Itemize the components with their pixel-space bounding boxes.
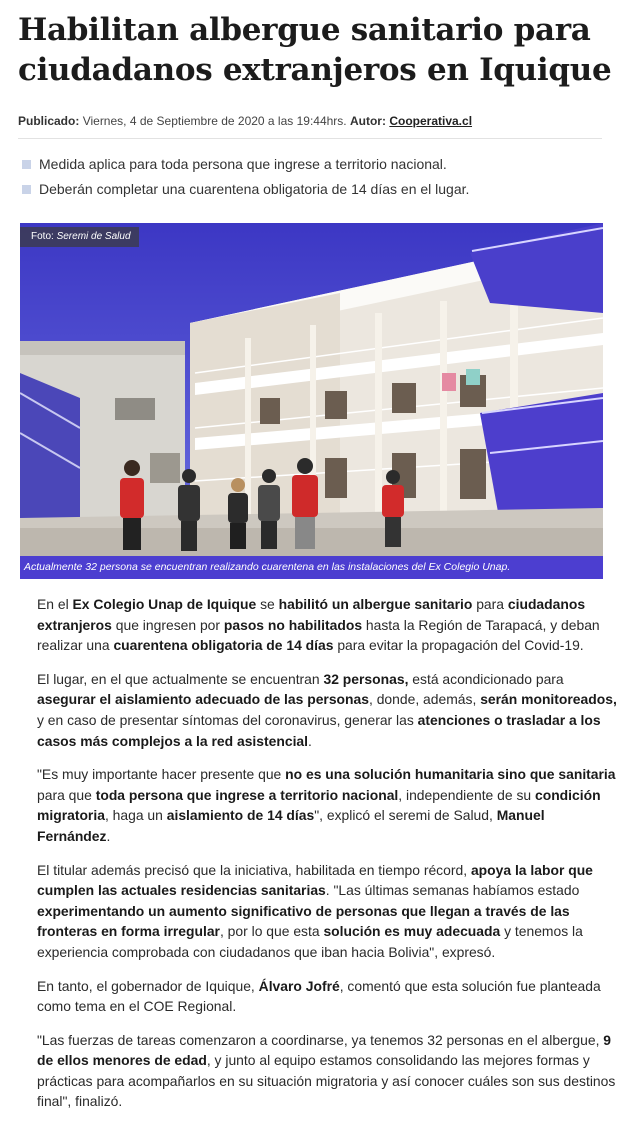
text-run: , independiente de su <box>398 786 535 803</box>
published-date: Viernes, 4 de Septiembre de 2020 a las 19:44hrs. <box>82 114 347 128</box>
bold-text: Álvaro Jofré <box>258 977 340 994</box>
author-link[interactable]: Cooperativa.cl <box>389 114 473 128</box>
article-title-line-1: Habilitan albergue sanitario para <box>18 12 591 48</box>
text-run: para <box>472 596 508 612</box>
bold-text: habilitó un albergue sanitario <box>278 596 473 612</box>
article-title <box>18 10 618 90</box>
highlight-item <box>22 177 469 202</box>
photo-credit-source: Seremi de Salud <box>56 231 131 242</box>
body-paragraph <box>37 669 619 751</box>
text-run: que ingresen por <box>111 616 224 633</box>
bold-text: 9 de ellos menores de edad <box>37 1031 612 1069</box>
photo-credit <box>20 227 139 247</box>
text-run: y tenemos la experiencia comprobada con ciudadanos que iban hacia Bolivia", expresó. <box>37 923 583 960</box>
author-label: Autor: <box>349 114 386 128</box>
bold-text: pasos no habilitados <box>223 616 363 633</box>
highlights-list <box>22 152 469 202</box>
text-run: "Es muy importante hacer presente que <box>37 766 286 783</box>
article-photo <box>20 223 603 579</box>
bold-text: Manuel Fernández <box>37 807 545 844</box>
body-paragraph <box>37 594 619 656</box>
square-bullet-icon <box>22 185 31 194</box>
highlight-item <box>22 152 469 177</box>
text-run: El titular además precisó que la iniciativa, habilitada en tiempo récord, <box>37 861 471 878</box>
text-run: para evitar la propagación del Covid-19. <box>333 637 584 654</box>
highlight-text: Deberán completar una cuarentena obligatoria de 14 días en el lugar. <box>39 181 470 197</box>
text-run: , por lo que esta <box>219 923 324 940</box>
bold-text: cuarentena obligatoria de 14 días <box>113 637 334 654</box>
body-paragraph <box>37 764 619 846</box>
square-bullet-icon <box>22 160 31 169</box>
bold-text: ciudadanos extranjeros <box>37 596 586 633</box>
text-run: , comentó que esta solución fue planteada como tema en el COE Regional. <box>37 977 601 1015</box>
article-meta <box>18 114 472 128</box>
bold-text: 32 personas, <box>323 670 409 687</box>
meta-divider <box>18 138 602 139</box>
article-body <box>37 594 619 1125</box>
body-paragraph <box>37 1030 619 1112</box>
text-run: En el <box>37 596 73 612</box>
bold-text: solución es muy adecuada <box>323 923 501 940</box>
bold-text: serán monitoreados, <box>480 691 617 708</box>
body-paragraph <box>37 976 619 1017</box>
text-run: y en caso de presentar síntomas del coronavirus, generar las <box>37 711 418 728</box>
text-run: hasta la Región de Tarapacá, y deban realizar una <box>37 616 600 654</box>
bold-text: condición migratoria <box>37 786 601 824</box>
bold-text: Ex Colegio Unap de Iquique <box>72 596 257 612</box>
text-run: , donde, además, <box>368 691 481 708</box>
bold-text: experimentando un aumento significativo de personas que llegan a través de las fronteras en forma irregular <box>37 902 570 940</box>
text-run: "Las fuerzas de tareas comenzaron a coordinarse, ya tenemos 32 personas en el albergue, <box>37 1031 604 1048</box>
text-run: , haga un <box>104 807 167 824</box>
highlight-text: Medida aplica para toda persona que ingrese a territorio nacional. <box>39 156 447 172</box>
bold-text: toda persona que ingrese a territorio nacional <box>95 786 399 803</box>
text-run: , y junto al equipo estamos consolidando las mejores formas y prácticas para acompañarlos en su situación migratoria y así conocer cuáles son sus destinos final", finalizó. <box>37 1052 616 1110</box>
article-title-line-2: ciudadanos extranjeros en Iquique <box>18 52 612 88</box>
text-run: . "Las últimas semanas habíamos estado <box>325 882 580 899</box>
text-run: El lugar, en el que actualmente se encuentran <box>37 670 324 687</box>
bold-text: no es una solución humanitaria sino que sanitaria <box>285 766 616 783</box>
bold-text: atenciones o trasladar a los casos más complejos a la red asistencial <box>37 711 601 749</box>
text-run: . <box>308 732 312 749</box>
text-run: . <box>106 827 111 844</box>
photo-caption: Actualmente 32 persona se encuentran realizando cuarentena en las instalaciones del Ex Colegio Unap. <box>20 556 603 579</box>
body-paragraph <box>37 860 619 963</box>
text-run: para que <box>37 786 96 803</box>
text-run: En tanto, el gobernador de Iquique, <box>37 977 259 994</box>
building-photo-illustration <box>20 223 603 556</box>
photo-credit-prefix: Foto: <box>31 231 54 242</box>
bold-text: aislamiento de 14 días <box>166 807 315 824</box>
text-run: se <box>256 596 279 612</box>
bold-text: asegurar el aislamiento adecuado de las personas <box>37 691 369 708</box>
published-label: Publicado: <box>18 114 80 128</box>
text-run: ", explicó el seremi de Salud, <box>314 807 497 824</box>
text-run: está acondicionado para <box>408 670 564 687</box>
bold-text: apoya la labor que cumplen las actuales residencias sanitarias <box>37 861 593 899</box>
